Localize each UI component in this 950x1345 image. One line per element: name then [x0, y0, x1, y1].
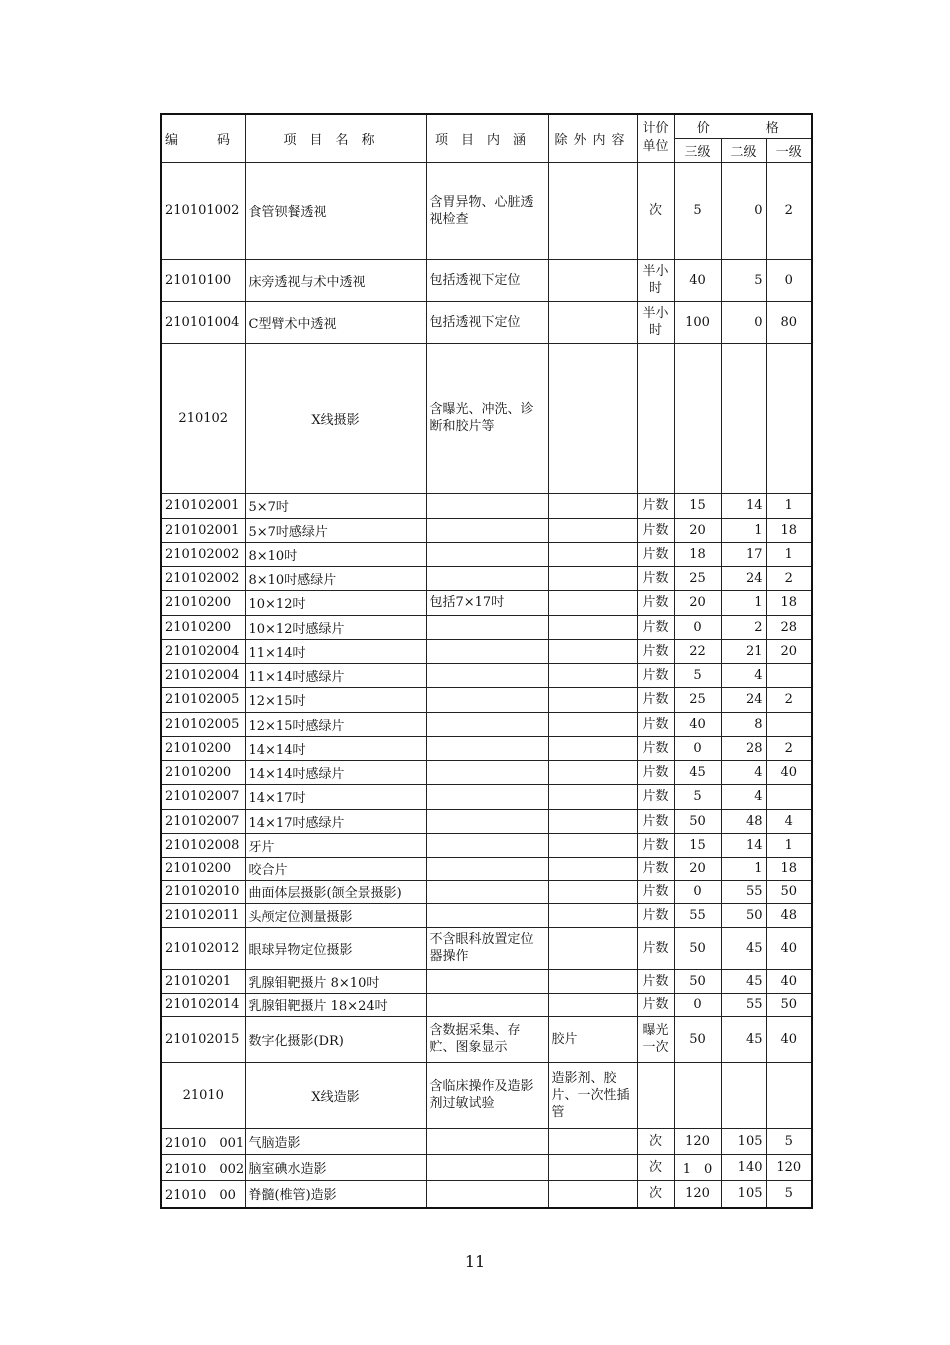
price-level1-cell: 5	[766, 1180, 812, 1208]
excluded-cell	[548, 784, 637, 809]
name-cell: 14×17吋	[245, 784, 426, 809]
price-level3-cell: 25	[674, 566, 721, 590]
table-row	[161, 566, 812, 590]
table-row	[161, 1180, 812, 1208]
price-level2-cell: 50	[721, 903, 766, 927]
header-unit-line2: 单位	[642, 139, 669, 155]
price-level3-cell: 0	[674, 993, 721, 1016]
excluded-cell	[548, 760, 637, 784]
price-level2-cell: 5	[721, 259, 766, 301]
excluded-cell	[548, 969, 637, 993]
content-cell	[426, 736, 548, 760]
unit-cell: 曝光一次	[637, 1016, 674, 1062]
excluded-cell	[548, 566, 637, 590]
content-cell	[426, 809, 548, 833]
table-row	[161, 663, 812, 687]
excluded-cell	[548, 1180, 637, 1208]
price-level2-cell: 4	[721, 760, 766, 784]
excluded-cell	[548, 542, 637, 566]
code-cell: 21010 002	[161, 1154, 245, 1180]
price-level3-cell: 22	[674, 639, 721, 663]
code-cell: 210102001	[161, 493, 245, 518]
content-cell	[426, 518, 548, 542]
price-level2-cell: 14	[721, 833, 766, 857]
content-cell	[426, 993, 548, 1016]
code-cell: 21010200	[161, 615, 245, 639]
excluded-cell	[548, 880, 637, 903]
price-level2-cell	[721, 343, 766, 493]
price-level1-cell: 2	[766, 736, 812, 760]
table-row	[161, 493, 812, 518]
unit-cell: 片数	[637, 857, 674, 880]
name-cell: 5×7吋感绿片	[245, 518, 426, 542]
price-level3-cell: 50	[674, 809, 721, 833]
price-level1-cell: 40	[766, 969, 812, 993]
name-cell: 牙片	[245, 833, 426, 857]
price-level3-cell: 100	[674, 301, 721, 343]
excluded-cell	[548, 687, 637, 712]
price-level2-cell	[721, 1062, 766, 1128]
table-row	[161, 687, 812, 712]
content-cell: 含数据采集、存贮、图象显示	[426, 1016, 548, 1062]
price-level2-cell: 55	[721, 880, 766, 903]
price-level2-cell: 14	[721, 493, 766, 518]
price-level1-cell: 1	[766, 542, 812, 566]
price-level3-cell: 15	[674, 493, 721, 518]
price-level3-cell: 5	[674, 784, 721, 809]
content-cell: 含胃异物、心脏透视检查	[426, 162, 548, 259]
price-level3-cell: 1 0	[674, 1154, 721, 1180]
price-level2-cell: 45	[721, 927, 766, 969]
price-level2-cell: 1	[721, 518, 766, 542]
price-level1-cell: 50	[766, 993, 812, 1016]
header-name: 项目名称	[245, 114, 426, 162]
content-cell	[426, 760, 548, 784]
name-cell: 14×17吋感绿片	[245, 809, 426, 833]
name-cell: 8×10吋感绿片	[245, 566, 426, 590]
code-cell: 21010 00	[161, 1180, 245, 1208]
content-cell	[426, 880, 548, 903]
table-row	[161, 162, 812, 259]
name-cell: 床旁透视与术中透视	[245, 259, 426, 301]
content-cell	[426, 639, 548, 663]
header-level1: 一级	[766, 138, 812, 162]
table-row	[161, 760, 812, 784]
unit-cell: 片数	[637, 639, 674, 663]
excluded-cell	[548, 1128, 637, 1154]
name-cell: 5×7吋	[245, 493, 426, 518]
content-cell: 含临床操作及造影剂过敏试验	[426, 1062, 548, 1128]
name-cell: 14×14吋	[245, 736, 426, 760]
content-cell	[426, 857, 548, 880]
price-level3-cell: 5	[674, 663, 721, 687]
excluded-cell: 造影剂、胶片、一次性插管	[548, 1062, 637, 1128]
content-cell: 不含眼科放置定位器操作	[426, 927, 548, 969]
price-level1-cell	[766, 663, 812, 687]
price-level1-cell: 40	[766, 1016, 812, 1062]
header-code: 编 码	[161, 114, 245, 162]
price-level1-cell: 4	[766, 809, 812, 833]
excluded-cell	[548, 590, 637, 615]
unit-cell: 半小时	[637, 259, 674, 301]
excluded-cell	[548, 1154, 637, 1180]
price-level3-cell: 5	[674, 162, 721, 259]
code-cell: 21010200	[161, 857, 245, 880]
table-row	[161, 1128, 812, 1154]
table-row	[161, 833, 812, 857]
table-row	[161, 590, 812, 615]
excluded-cell	[548, 736, 637, 760]
unit-cell: 片数	[637, 518, 674, 542]
price-level1-cell: 80	[766, 301, 812, 343]
price-level3-cell: 120	[674, 1128, 721, 1154]
name-cell: 11×14吋感绿片	[245, 663, 426, 687]
code-cell: 210102	[161, 343, 245, 493]
name-cell: 乳腺钼靶摄片 8×10吋	[245, 969, 426, 993]
unit-cell: 片数	[637, 833, 674, 857]
price-level3-cell: 50	[674, 969, 721, 993]
code-cell: 210102005	[161, 687, 245, 712]
price-level1-cell: 18	[766, 857, 812, 880]
code-cell: 210102002	[161, 542, 245, 566]
content-cell	[426, 903, 548, 927]
code-cell: 21010200	[161, 590, 245, 615]
unit-cell: 片数	[637, 566, 674, 590]
code-cell: 210102014	[161, 993, 245, 1016]
unit-cell: 次	[637, 162, 674, 259]
code-cell: 210102004	[161, 663, 245, 687]
table-row	[161, 712, 812, 736]
unit-cell: 片数	[637, 663, 674, 687]
table-row	[161, 615, 812, 639]
content-cell: 包括透视下定位	[426, 301, 548, 343]
price-level3-cell	[674, 343, 721, 493]
code-cell: 210102010	[161, 880, 245, 903]
name-cell: 乳腺钼靶摄片 18×24吋	[245, 993, 426, 1016]
content-cell: 含曝光、冲洗、诊断和胶片等	[426, 343, 548, 493]
content-cell: 包括7×17吋	[426, 590, 548, 615]
code-cell: 210102007	[161, 809, 245, 833]
price-level2-cell: 24	[721, 687, 766, 712]
content-cell	[426, 687, 548, 712]
code-cell: 21010	[161, 1062, 245, 1128]
price-level2-cell: 0	[721, 162, 766, 259]
unit-cell: 片数	[637, 687, 674, 712]
name-cell: 头颅定位测量摄影	[245, 903, 426, 927]
content-cell: 包括透视下定位	[426, 259, 548, 301]
unit-cell: 片数	[637, 993, 674, 1016]
unit-cell: 片数	[637, 809, 674, 833]
code-cell: 210102002	[161, 566, 245, 590]
excluded-cell	[548, 993, 637, 1016]
code-cell: 210102008	[161, 833, 245, 857]
table-row	[161, 809, 812, 833]
content-cell	[426, 1128, 548, 1154]
unit-cell: 片数	[637, 760, 674, 784]
table-row	[161, 1062, 812, 1128]
excluded-cell	[548, 162, 637, 259]
excluded-cell	[548, 343, 637, 493]
price-level1-cell	[766, 784, 812, 809]
name-cell: 8×10吋	[245, 542, 426, 566]
price-level2-cell: 140	[721, 1154, 766, 1180]
price-level1-cell: 2	[766, 566, 812, 590]
unit-cell: 次	[637, 1180, 674, 1208]
name-cell: 气脑造影	[245, 1128, 426, 1154]
price-level2-cell: 45	[721, 969, 766, 993]
code-cell: 210102004	[161, 639, 245, 663]
content-cell	[426, 833, 548, 857]
content-cell	[426, 542, 548, 566]
price-level1-cell	[766, 1062, 812, 1128]
unit-cell: 次	[637, 1154, 674, 1180]
excluded-cell	[548, 857, 637, 880]
table-row	[161, 880, 812, 903]
page-number: 11	[464, 1252, 486, 1271]
code-cell: 21010200	[161, 760, 245, 784]
header-content: 项目内涵	[426, 114, 548, 162]
price-level1-cell: 1	[766, 833, 812, 857]
code-cell: 210102011	[161, 903, 245, 927]
table-row	[161, 857, 812, 880]
price-level2-cell: 28	[721, 736, 766, 760]
price-level1-cell	[766, 343, 812, 493]
unit-cell: 次	[637, 1128, 674, 1154]
unit-cell: 片数	[637, 927, 674, 969]
price-level3-cell: 18	[674, 542, 721, 566]
price-level1-cell: 40	[766, 927, 812, 969]
code-cell: 21010200	[161, 736, 245, 760]
code-cell: 21010201	[161, 969, 245, 993]
name-cell: 10×12吋	[245, 590, 426, 615]
price-level2-cell: 4	[721, 784, 766, 809]
table-row	[161, 639, 812, 663]
name-cell: 数字化摄影(DR)	[245, 1016, 426, 1062]
price-level2-cell: 55	[721, 993, 766, 1016]
price-level2-cell: 105	[721, 1180, 766, 1208]
price-level3-cell: 45	[674, 760, 721, 784]
price-level1-cell	[766, 712, 812, 736]
price-level1-cell: 2	[766, 162, 812, 259]
name-cell: X线摄影	[245, 343, 426, 493]
table-row	[161, 993, 812, 1016]
price-level1-cell: 5	[766, 1128, 812, 1154]
code-cell: 210101002	[161, 162, 245, 259]
content-cell	[426, 1180, 548, 1208]
price-level1-cell: 18	[766, 590, 812, 615]
price-level1-cell: 120	[766, 1154, 812, 1180]
name-cell: 12×15吋感绿片	[245, 712, 426, 736]
price-level3-cell: 50	[674, 1016, 721, 1062]
price-level3-cell: 120	[674, 1180, 721, 1208]
price-level2-cell: 105	[721, 1128, 766, 1154]
price-level2-cell: 1	[721, 590, 766, 615]
code-cell: 210102015	[161, 1016, 245, 1062]
unit-cell: 片数	[637, 615, 674, 639]
price-level1-cell: 40	[766, 760, 812, 784]
unit-cell: 片数	[637, 712, 674, 736]
excluded-cell	[548, 712, 637, 736]
name-cell: 14×14吋感绿片	[245, 760, 426, 784]
price-level2-cell: 0	[721, 301, 766, 343]
excluded-cell	[548, 518, 637, 542]
price-level3-cell: 0	[674, 615, 721, 639]
name-cell: C型臂术中透视	[245, 301, 426, 343]
table-body	[161, 162, 812, 1208]
price-level1-cell: 18	[766, 518, 812, 542]
price-level1-cell: 20	[766, 639, 812, 663]
table-row	[161, 1016, 812, 1062]
excluded-cell	[548, 301, 637, 343]
price-level1-cell: 1	[766, 493, 812, 518]
table-row	[161, 903, 812, 927]
price-level3-cell: 50	[674, 927, 721, 969]
name-cell: 11×14吋	[245, 639, 426, 663]
code-cell: 210102005	[161, 712, 245, 736]
unit-cell	[637, 1062, 674, 1128]
price-level3-cell: 55	[674, 903, 721, 927]
excluded-cell	[548, 809, 637, 833]
code-cell: 21010100	[161, 259, 245, 301]
price-level2-cell: 2	[721, 615, 766, 639]
name-cell: 食管钡餐透视	[245, 162, 426, 259]
name-cell: 脊髓(椎管)造影	[245, 1180, 426, 1208]
name-cell: X线造影	[245, 1062, 426, 1128]
code-cell: 210101004	[161, 301, 245, 343]
code-cell: 21010 001	[161, 1128, 245, 1154]
table-row	[161, 1154, 812, 1180]
price-level3-cell: 40	[674, 259, 721, 301]
excluded-cell	[548, 259, 637, 301]
unit-cell: 片数	[637, 542, 674, 566]
header-excluded: 除外内容	[548, 114, 637, 162]
name-cell: 咬合片	[245, 857, 426, 880]
excluded-cell	[548, 833, 637, 857]
excluded-cell	[548, 493, 637, 518]
unit-cell: 片数	[637, 880, 674, 903]
price-level1-cell: 28	[766, 615, 812, 639]
name-cell: 12×15吋	[245, 687, 426, 712]
price-level2-cell: 4	[721, 663, 766, 687]
price-level3-cell: 25	[674, 687, 721, 712]
excluded-cell	[548, 663, 637, 687]
header-price: 价 格	[674, 114, 812, 138]
price-level3-cell: 40	[674, 712, 721, 736]
price-level3-cell: 15	[674, 833, 721, 857]
header-unit-line1: 计价	[642, 121, 669, 137]
excluded-cell: 胶片	[548, 1016, 637, 1062]
code-cell: 210102012	[161, 927, 245, 969]
header-level3: 三级	[674, 138, 721, 162]
unit-cell: 片数	[637, 969, 674, 993]
name-cell: 脑室碘水造影	[245, 1154, 426, 1180]
unit-cell: 片数	[637, 736, 674, 760]
name-cell: 10×12吋感绿片	[245, 615, 426, 639]
excluded-cell	[548, 615, 637, 639]
content-cell	[426, 615, 548, 639]
table-row	[161, 259, 812, 301]
price-level1-cell: 0	[766, 259, 812, 301]
header-level2: 二级	[721, 138, 766, 162]
price-level2-cell: 17	[721, 542, 766, 566]
price-level1-cell: 48	[766, 903, 812, 927]
price-table	[160, 113, 813, 1209]
content-cell	[426, 663, 548, 687]
excluded-cell	[548, 927, 637, 969]
unit-cell: 片数	[637, 590, 674, 615]
table-row	[161, 518, 812, 542]
excluded-cell	[548, 639, 637, 663]
price-level3-cell: 0	[674, 736, 721, 760]
price-level2-cell: 48	[721, 809, 766, 833]
price-level2-cell: 8	[721, 712, 766, 736]
code-cell: 210102007	[161, 784, 245, 809]
price-level3-cell: 20	[674, 857, 721, 880]
price-level1-cell: 2	[766, 687, 812, 712]
name-cell: 眼球异物定位摄影	[245, 927, 426, 969]
unit-cell	[637, 343, 674, 493]
price-level3-cell: 20	[674, 590, 721, 615]
price-level2-cell: 45	[721, 1016, 766, 1062]
content-cell	[426, 712, 548, 736]
unit-cell: 片数	[637, 784, 674, 809]
price-level3-cell: 0	[674, 880, 721, 903]
price-level2-cell: 24	[721, 566, 766, 590]
table-row	[161, 542, 812, 566]
unit-cell: 片数	[637, 493, 674, 518]
unit-cell: 半小时	[637, 301, 674, 343]
price-level2-cell: 1	[721, 857, 766, 880]
unit-cell: 片数	[637, 903, 674, 927]
table-row	[161, 784, 812, 809]
price-level1-cell: 50	[766, 880, 812, 903]
name-cell: 曲面体层摄影(颌全景摄影)	[245, 880, 426, 903]
price-level2-cell: 21	[721, 639, 766, 663]
table-row	[161, 301, 812, 343]
content-cell	[426, 566, 548, 590]
content-cell	[426, 784, 548, 809]
price-level3-cell	[674, 1062, 721, 1128]
content-cell	[426, 969, 548, 993]
price-level3-cell: 20	[674, 518, 721, 542]
content-cell	[426, 493, 548, 518]
code-cell: 210102001	[161, 518, 245, 542]
header-unit	[637, 114, 674, 162]
content-cell	[426, 1154, 548, 1180]
excluded-cell	[548, 903, 637, 927]
table-row	[161, 343, 812, 493]
table-row	[161, 969, 812, 993]
table-row	[161, 736, 812, 760]
table-row	[161, 927, 812, 969]
